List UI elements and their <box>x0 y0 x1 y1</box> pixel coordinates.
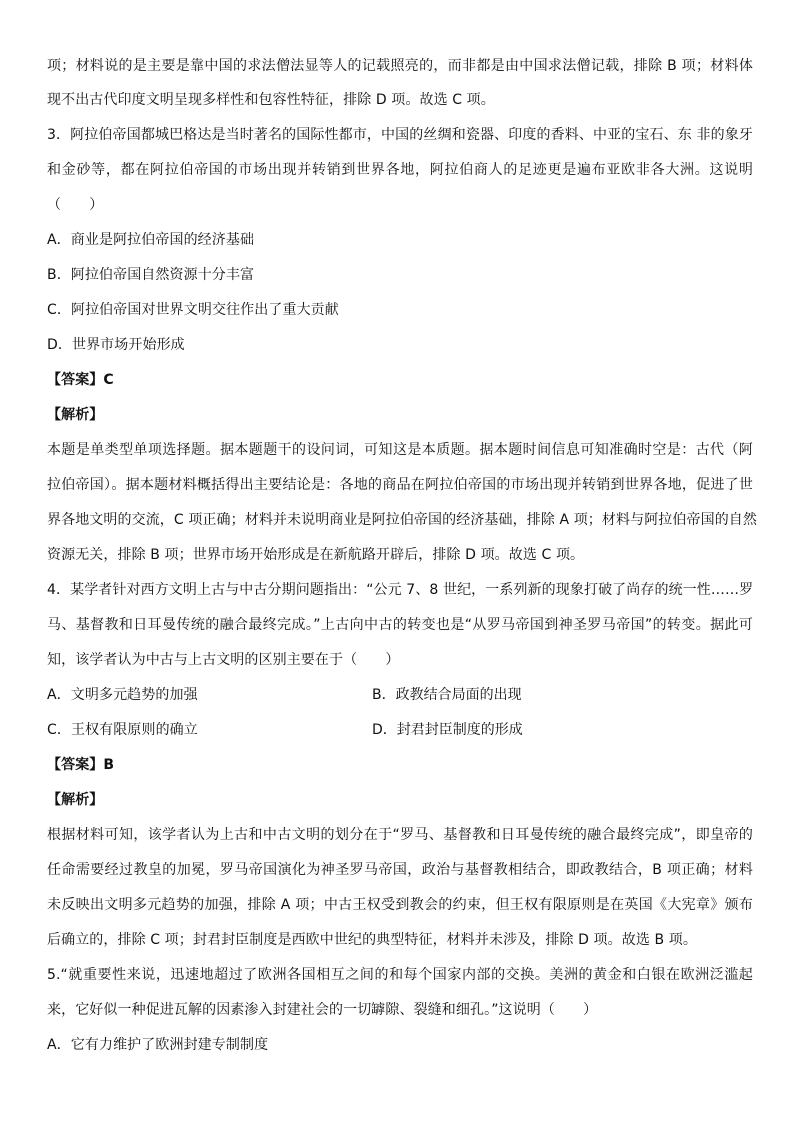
question-3-option-a: A．商业是阿拉伯帝国的经济基础 <box>47 232 255 248</box>
text-line: 现不出古代印度文明呈现多样性和包容性特征，排除 D 项。故选 C 项。 <box>47 92 495 108</box>
question-4-analysis: 任命需要经过教皇的加冕，罗马帝国演化为神圣罗马帝国，政治与基督教相结合，即政教结合，B 项正确；材料 <box>47 862 753 878</box>
question-3-option-c: C．阿拉伯帝国对世界文明交往作出了重大贡献 <box>47 302 339 318</box>
question-5-stem: 5.“就重要性来说，迅速地超过了欧洲各国相互之间的和每个国家内部的交换。美洲的黄金和白银在欧洲泛滥起 <box>47 967 753 983</box>
question-5-option-a: A．它有力维护了欧洲封建专制制度 <box>47 1037 269 1053</box>
question-5-stem: 来，它好似一种促进瓦解的因素渗入封建社会的一切罅隙、裂缝和细孔。”这说明（ ） <box>47 1002 598 1018</box>
question-4-option-a: A．文明多元趋势的加强 <box>47 687 198 703</box>
question-4-option-d: D．封君封臣制度的形成 <box>372 722 523 738</box>
question-4-stem: 知，该学者认为中古与上古文明的区别主要在于（ ） <box>47 652 400 668</box>
question-3-answer: 【答案】C <box>47 372 114 388</box>
question-3-analysis: 本题是单类型单项选择题。据本题题干的设问词，可知这是本质题。据本题时间信息可知准确时空是：古代（阿 <box>47 442 753 458</box>
question-4-analysis: 后确立的，排除 C 项；封君封臣制度是西欧中世纪的典型特征，材料并未涉及，排除 D 项。故选 B 项。 <box>47 932 697 948</box>
question-4-analysis-heading: 【解析】 <box>47 792 104 808</box>
question-3-analysis: 拉伯帝国）。据本题材料概括得出主要结论是：各地的商品在阿拉伯帝国的市场出现并转销到世界各地，促进了世 <box>47 477 753 493</box>
question-4-stem: 4．某学者针对西方文明上古与中古分期问题指出：“公元 7、8 世纪，一系列新的现象打破了尚存的统一性……罗 <box>47 582 754 598</box>
question-4-option-b: B．政教结合局面的出现 <box>372 687 522 703</box>
question-4-answer: 【答案】B <box>47 757 115 773</box>
question-3-blank: （ ） <box>47 197 104 213</box>
question-4-option-c: C．王权有限原则的确立 <box>47 722 198 738</box>
text-line: 项；材料说的是主要是靠中国的求法僧法显等人的记载照亮的，而非都是由中国求法僧记载，排除 B 项；材料体 <box>47 58 753 74</box>
question-3-analysis: 界各地文明的交流，C 项正确；材料并未说明商业是阿拉伯帝国的经济基础，排除 A 项；材料与阿拉伯帝国的自然 <box>47 512 757 528</box>
question-4-analysis: 未反映出文明多元趋势的加强，排除 A 项；中古王权受到教会的约束，但王权有限原则是在英国《大宪章》颁布 <box>47 897 753 913</box>
question-3-analysis-heading: 【解析】 <box>47 407 104 423</box>
question-4-stem: 马、基督教和日耳曼传统的融合最终完成。”上古向中古的转变也是“从罗马帝国到神圣罗马帝国”的转变。据此可 <box>47 617 753 633</box>
question-4-analysis: 根据材料可知，该学者认为上古和中古文明的划分在于“罗马、基督教和日耳曼传统的融合最终完成”，即皇帝的 <box>47 827 753 843</box>
question-3-stem: 3．阿拉伯帝国都城巴格达是当时著名的国际性都市，中国的丝绸和瓷器、印度的香料、中亚的宝石、东 非的象牙 <box>47 127 753 143</box>
question-3-option-d: D．世界市场开始形成 <box>47 337 185 353</box>
question-3-analysis: 资源无关，排除 B 项；世界市场开始形成是在新航路开辟后，排除 D 项。故选 C 项。 <box>47 547 585 563</box>
question-3-stem: 和金砂等，都在阿拉伯帝国的市场出现并转销到世界各地，阿拉伯商人的足迹更是遍布亚欧非各大洲。这说明 <box>47 162 753 178</box>
question-3-option-b: B．阿拉伯帝国自然资源十分丰富 <box>47 267 255 283</box>
